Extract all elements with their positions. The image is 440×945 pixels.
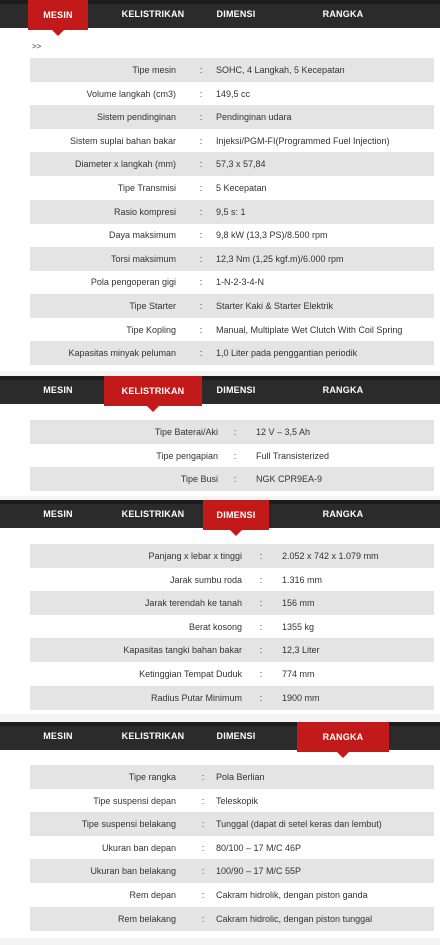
spec-colon: : [233,450,237,461]
spec-label: Radius Putar Minimum [150,692,242,703]
spec-label: Sistem pendinginan [96,112,176,123]
spec-row [30,686,434,710]
spec-label: Pola pengoperan gigi [90,277,176,288]
spec-row [30,176,434,200]
spec-label: Berat kosong [188,621,242,632]
spec-label: Jarak sumbu roda [169,574,242,585]
spec-value: Injeksi/PGM-FI(Programmed Fuel Injection) [216,135,390,146]
spec-row [30,907,434,931]
spec-colon: : [259,645,263,656]
spec-value: 1,0 Liter pada penggantian periodik [216,348,358,359]
tab-rangka[interactable]: RANGKA [322,9,364,19]
spec-colon: : [259,598,263,609]
spec-label: Tipe suspensi depan [93,795,176,806]
spec-colon: : [259,669,263,679]
spec-label: Tipe Starter [129,301,176,311]
spec-row [30,444,434,468]
spec-row [30,544,434,568]
spec-row [30,341,434,365]
spec-label: Tipe pengapian [156,450,218,461]
spec-colon: : [233,427,237,437]
spec-label: Tipe Baterai/Aki [154,427,218,437]
spec-label: Daya maksimum [108,230,176,241]
tab-kelistrikan[interactable]: KELISTRIKAN [121,731,185,741]
spec-label: Ketinggian Tempat Duduk [139,669,242,679]
spec-label: Tipe Kopling [126,324,176,335]
spec-row [30,58,434,82]
spec-value: 2.052 x 742 x 1.079 mm [282,551,379,561]
spec-colon: : [259,621,263,632]
spec-label: Volume langkah (cm3) [86,88,176,99]
tab-mesin[interactable]: MESIN [28,0,88,30]
spec-colon: : [199,65,203,75]
spec-value: Pendinginan udara [216,112,292,123]
spec-value: 1.316 mm [282,574,323,585]
tab-bar-kelistrikan [0,376,440,404]
spec-value: 57,3 x 57,84 [216,159,266,170]
spec-colon: : [199,183,203,193]
spec-colon: : [199,348,203,359]
spec-value: 156 mm [282,598,315,609]
spec-colon: : [199,135,203,146]
spec-row [30,200,434,224]
tab-bar-mesin [0,0,440,28]
spec-row [30,223,434,247]
spec-value: Full Transisterized [256,450,330,461]
spec-value: 12 V – 3,5 Ah [256,427,311,437]
spec-row [30,568,434,592]
tab-kelistrikan[interactable]: KELISTRIKAN [121,9,185,19]
spec-value: 80/100 – 17 M/C 46P [216,842,302,853]
spec-row [30,467,434,491]
spec-colon: : [201,913,205,924]
spec-colon: : [201,890,205,900]
spec-value: 774 mm [282,669,315,679]
spec-colon: : [259,692,263,703]
spec-value: 5 Kecepatan [216,183,267,193]
tab-rangka[interactable]: RANGKA [322,509,364,519]
spec-colon: : [201,866,205,877]
spec-colon: : [199,301,203,311]
tab-rangka[interactable]: RANGKA [322,385,364,395]
spec-label: Tipe Busi [180,474,218,485]
spec-value: 12,3 Nm (1,25 kgf.m)/6.000 rpm [216,253,344,264]
spec-value: 9,5 s: 1 [216,206,246,217]
spec-value: Cakram hidrolik, dengan piston ganda [216,890,368,900]
tab-kelistrikan[interactable]: KELISTRIKAN [121,509,185,519]
spec-colon: : [199,206,203,217]
spec-colon: : [233,474,237,485]
spec-value: Manual, Multiplate Wet Clutch With Coil Spring [216,324,403,335]
tab-rangka[interactable]: RANGKA [297,722,389,752]
spec-value: Pola Berlian [216,772,265,782]
spec-value: NGK CPR9EA-9 [256,474,323,485]
spec-value: Tunggal (dapat di setel keras dan lembut) [216,819,382,830]
spec-colon: : [199,230,203,241]
spec-colon: : [259,574,263,585]
spec-label: Tipe Transmisi [117,183,176,193]
spec-value: 1355 kg [282,621,315,632]
spec-colon: : [201,819,205,830]
spec-row [30,812,434,836]
spec-row [30,247,434,271]
spec-row [30,318,434,342]
spec-colon: : [199,277,203,288]
spec-row [30,859,434,883]
spec-label: Kapasitas minyak peluman [68,348,176,359]
spec-value: SOHC, 4 Langkah, 5 Kecepatan [216,65,345,75]
spec-row [30,591,434,615]
tab-mesin[interactable]: MESIN [43,385,73,395]
spec-row [30,129,434,153]
tab-dimensi[interactable]: DIMENSI [216,731,256,741]
spec-colon: : [199,253,203,264]
breadcrumb: >> [32,42,42,51]
spec-row [30,789,434,813]
spec-label: Rem belakang [117,913,176,924]
spec-colon: : [199,88,203,99]
spec-label: Tipe mesin [132,65,176,75]
tab-bar-rangka [0,722,440,750]
spec-label: Panjang x lebar x tinggi [148,551,242,561]
tab-dimensi[interactable]: DIMENSI [203,500,269,530]
spec-label: Ukuran ban belakang [90,866,176,877]
tab-mesin[interactable]: MESIN [43,509,73,519]
spec-value: Starter Kaki & Starter Elektrik [216,301,334,311]
spec-colon: : [199,324,203,335]
spec-row [30,152,434,176]
spec-label: Diameter x langkah (mm) [74,159,176,170]
spec-value: Teleskopik [216,795,259,806]
spec-row [30,662,434,686]
spec-label: Rasio kompresi [113,206,176,217]
spec-label: Rem depan [129,890,176,900]
spec-value: Cakram hidrolic, dengan piston tunggal [216,913,373,924]
spec-row [30,105,434,129]
spec-colon: : [199,159,203,170]
spec-row [30,836,434,860]
spec-value: 100/90 – 17 M/C 55P [216,866,302,877]
spec-label: Jarak terendah ke tanah [144,598,242,609]
spec-value: 9,8 kW (13,3 PS)/8.500 rpm [216,230,328,241]
spec-label: Torsi maksimum [110,253,176,264]
tab-kelistrikan[interactable]: KELISTRIKAN [104,376,202,406]
tab-mesin[interactable]: MESIN [43,731,73,741]
spec-row [30,82,434,106]
spec-row [30,765,434,789]
spec-value: 149,5 cc [216,88,251,99]
spec-colon: : [199,112,203,123]
spec-row [30,270,434,294]
spec-colon: : [201,772,205,782]
spec-value: 1900 mm [282,692,320,703]
spec-row [30,294,434,318]
spec-colon: : [201,842,205,853]
spec-row [30,615,434,639]
spec-row [30,420,434,444]
spec-label: Tipe rangka [128,772,176,782]
spec-colon: : [259,551,263,561]
spec-row [30,638,434,662]
tab-dimensi[interactable]: DIMENSI [216,385,256,395]
tab-dimensi[interactable]: DIMENSI [216,9,256,19]
spec-label: Tipe suspensi belakang [81,819,176,830]
spec-value: 1-N-2-3-4-N [216,277,265,288]
tab-bar-dimensi [0,500,440,528]
spec-label: Kapasitas tangki bahan bakar [123,645,242,656]
spec-label: Ukuran ban depan [101,842,176,853]
spec-colon: : [201,795,205,806]
spec-row [30,883,434,907]
spec-value: 12,3 Liter [282,645,320,656]
spec-label: Sistem suplai bahan bakar [69,135,176,146]
